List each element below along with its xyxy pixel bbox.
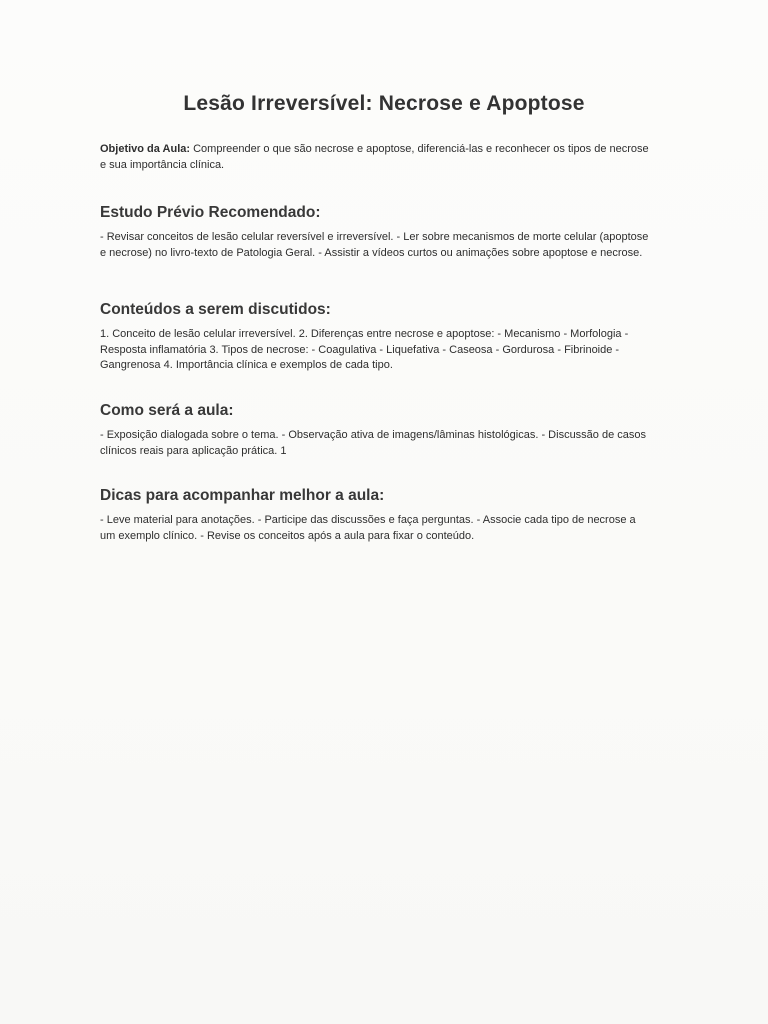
- section-heading-conteudos: Conteúdos a serem discutidos:: [100, 301, 331, 318]
- section-body-dicas: - Leve material para anotações. - Participe das discussões e faça perguntas. - Associe cada tipo de necrose a um exemplo clínico. - Revise os conceitos após a aula para fixar o conteúdo.: [100, 514, 636, 542]
- objective-text: Compreender o que são necrose e apoptose, diferenciá-las e reconhecer os tipos de necrose e sua importância clínica.: [100, 143, 649, 171]
- document-title: Lesão Irreversível: Necrose e Apoptose: [183, 92, 585, 115]
- section-heading-estudo-previo: Estudo Prévio Recomendado:: [100, 204, 321, 221]
- section-body-como-sera: - Exposição dialogada sobre o tema. - Observação ativa de imagens/lâminas histológicas. - Discussão de casos clínicos reais para aplicação prática. 1: [100, 429, 646, 457]
- objective-paragraph: [100, 142, 650, 173]
- section-body-estudo-previo: - Revisar conceitos de lesão celular reversível e irreversível. - Ler sobre mecanismos de morte celular (apoptose e necrose) no livro-texto de Patologia Geral. - Assistir a vídeos curtos ou animações sobre apoptose e necrose.: [100, 231, 649, 259]
- section-heading-como-sera: Como será a aula:: [100, 402, 234, 419]
- section-heading-dicas: Dicas para acompanhar melhor a aula:: [100, 487, 385, 504]
- objective-label: Objetivo da Aula:: [100, 143, 191, 155]
- section-body-conteudos: 1. Conceito de lesão celular irreversível. 2. Diferenças entre necrose e apoptose: - Mecanismo - Morfologia - Resposta inflamatória 3. Tipos de necrose: - Coagulativa - Liquefativa - Caseosa - Gordurosa - Fibrinoide - Gangrenosa 4. Importância clínica e exemplos de cada tipo.: [100, 328, 629, 371]
